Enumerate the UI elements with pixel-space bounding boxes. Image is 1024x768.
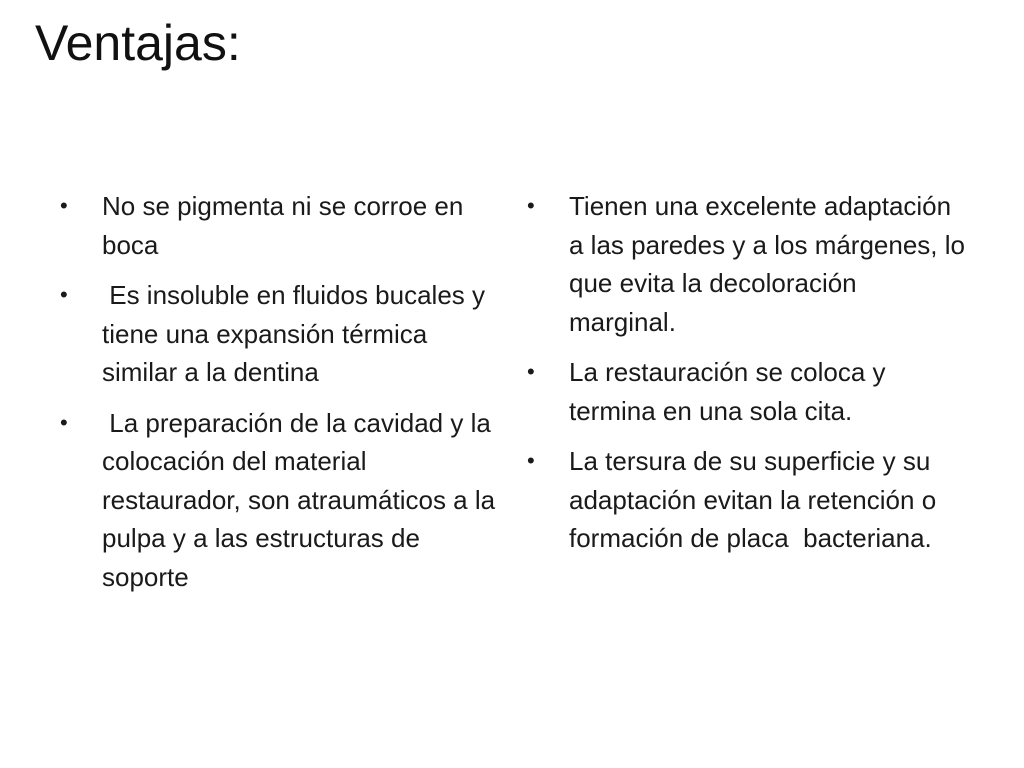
- right-bullet-item-3: [527, 442, 967, 558]
- left-bullet-text-3: La preparación de la cavidad y la colocación del material restaurador, son atraumáticos a la pulpa y a las estructuras de soporte: [102, 407, 503, 592]
- right-bullet-item-1: [527, 187, 967, 341]
- left-bullet-item-1: [60, 187, 500, 264]
- bullet-icon: •: [60, 409, 68, 435]
- bullet-icon: •: [527, 448, 535, 473]
- bullet-icon: •: [60, 193, 68, 218]
- left-bullet-text-1: No se pigmenta ni se corroe en boca: [102, 191, 464, 260]
- right-bullet-text-2: La restauración se coloca y termina en una sola cita.: [569, 357, 886, 426]
- left-bullet-list: [60, 187, 503, 608]
- left-bullet-item-3: [60, 404, 503, 597]
- right-bullet-text-3: La tersura de su superficie y su adaptación evitan la retención o formación de placa bacteriana.: [569, 446, 944, 553]
- bullet-icon: •: [60, 282, 68, 307]
- left-bullet-item-2: [60, 276, 500, 392]
- right-bullet-list: [527, 187, 967, 570]
- slide-title: Ventajas:: [35, 15, 241, 71]
- right-bullet-text-1: Tienen una excelente adaptación a las paredes y a los márgenes, lo que evita la decoloración marginal.: [569, 191, 965, 337]
- right-bullet-item-2: [527, 353, 967, 430]
- bullet-icon: •: [527, 193, 535, 218]
- left-bullet-text-2: Es insoluble en fluidos bucales y tiene una expansión térmica similar a la dentina: [102, 280, 493, 387]
- bullet-icon: •: [527, 359, 535, 384]
